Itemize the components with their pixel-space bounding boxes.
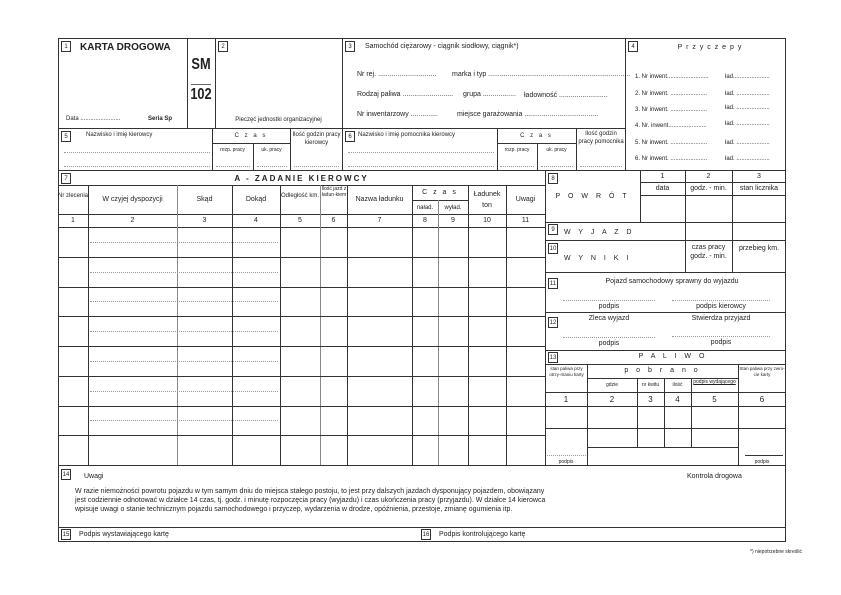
departure-label: W Y J A Z D [564,229,635,236]
row-dotted-line [90,420,278,421]
col-num-2: 2 [130,217,135,224]
fuel-col-num-6: 6 [759,395,765,404]
series-label: Seria Sp [148,116,173,122]
form-code-bottom: 102 [190,86,212,103]
col-header-cargo-name: Nazwa ładunku [355,196,404,203]
footnote: *) niepotrzebne skreślić [750,549,802,555]
divider [587,364,588,465]
fuel-start-signature-label: podpis [558,459,574,465]
section-number-1: 1 [61,41,71,52]
col-header-unloading: wyład. [444,205,462,211]
row-divider [58,316,545,317]
divider [738,364,739,465]
controller-signature-field[interactable]: Podpis kontrolującego kartę [439,531,526,538]
divider [640,182,786,183]
divider [545,350,786,351]
col-num-11: 11 [521,217,530,224]
trailer-1-load[interactable]: ład...................... [725,74,770,80]
vehicle-garage-field[interactable]: miejsce garażowania ...................................... [457,111,599,118]
divider [545,392,786,393]
task-title: A - ZADANIE KIEROWCY [234,174,369,183]
row-dotted-line [90,361,278,362]
col-header-loaded-trips: Ilość jazd z ładun-kiem [321,186,347,198]
col-num-9: 9 [451,217,455,224]
trailer-6-load[interactable]: ład. .................... [725,156,770,162]
divider [625,38,626,170]
divider [664,378,665,447]
return-col-date: data [655,185,670,192]
assistant-end-field[interactable] [541,166,573,167]
col-num-7: 7 [377,217,382,224]
row-divider [58,287,545,288]
date-field[interactable]: Data ........................ [66,116,121,122]
col-header-to: Dokąd [245,196,267,203]
divider [545,240,786,241]
notes-text-1: W razie niemożności powrotu pojazdu w tym samym dniu do miejsca stałego postoju, to jest przy dalszych jazdach dysponujący pojazdem, obowiązany [75,488,545,495]
section-number-3: 3 [345,41,355,52]
col-header-time: C z a s [422,189,458,196]
col-num-1: 1 [71,217,75,224]
fuel-title: P A L I W O [638,353,708,360]
driver-hours-field[interactable] [294,166,339,167]
section-number-10: 10 [548,243,558,254]
section-number-6: 6 [345,131,355,142]
vehicle-fuel-field[interactable]: Rodzaj paliwa .......................... [357,91,454,98]
trailer-3-load[interactable]: ład. .................... [725,105,770,111]
assistant-name-line-2[interactable] [348,166,494,167]
fuel-end-signature-label: podpis [754,459,770,465]
divider [187,38,188,128]
assistant-name-label: Nazwisko i imię pomocnika kierowcy [358,132,456,138]
divider [58,170,786,171]
vehicle-reg-field[interactable]: Nr rej. .............................. [357,71,437,78]
fuel-col-num-1: 1 [563,395,569,404]
road-control-label: Kontrola drogowa [687,473,742,480]
row-divider [58,346,545,347]
fuel-qty-label: ilość [672,382,683,388]
trailer-5-load[interactable]: ład. .................... [725,140,770,146]
vehicle-capacity-field[interactable]: ładowność ......................... [524,92,608,99]
return-col-num-2: 2 [706,173,711,180]
vehicle-inventory-field[interactable]: Nr inwentarzowy .............. [357,111,438,118]
fuel-col-num-3: 3 [648,395,653,404]
task-row[interactable] [58,435,545,465]
col-header-cargo-tons: Ładunek ton [473,191,501,209]
divider [58,214,545,215]
col-num-3: 3 [202,217,207,224]
col-header-notes: Uwagi [515,196,536,203]
trailer-3-inv[interactable]: 3. Nr inwent. ...................... [635,107,708,113]
driver-time-label: C z a s [234,133,268,139]
confirms-arrival-label: Stwierdza przyjazd [691,315,751,322]
section-number-5: 5 [61,131,71,142]
divider [691,378,692,447]
driver-hours-label: Ilość godzin pracy kierowcy [292,132,341,146]
section-number-15: 15 [61,529,71,540]
notes-title: Uwagi [84,473,104,480]
vehicle-ok-signature-field[interactable] [563,300,655,301]
fuel-col-num-5: 5 [712,395,717,404]
vehicle-make-field[interactable]: marka i typ ......................................................................... [452,71,631,78]
divider [587,447,738,448]
row-dotted-line [90,331,278,332]
results-label: W Y N I K I [564,255,632,262]
section-number-14: 14 [61,469,71,480]
row-divider [58,406,545,407]
section-number-16: 16 [421,529,431,540]
driver-signature-field[interactable] [672,300,770,301]
col-header-disposition: W czyjej dyspozycji [102,196,163,203]
stamp-label: Pieczęć jednostki organizacyjnej [235,117,322,123]
assistant-end-label: uk. pracy [546,147,567,153]
section-number-11: 11 [548,278,558,289]
driver-name-label: Nazwisko i imię kierowcy [86,132,153,138]
divider [545,364,786,365]
mileage-label: przebieg km. [738,245,780,252]
col-num-5: 5 [298,217,302,224]
section-number-13: 13 [548,352,558,363]
return-col-num-1: 1 [660,173,665,180]
driver-name-line-1[interactable] [64,152,210,153]
divider [342,38,343,170]
orders-signature-field[interactable] [563,337,655,338]
assistant-hours-field[interactable] [580,166,622,167]
divider [212,143,290,144]
form-code-top: SM [191,56,211,73]
divider [640,195,786,196]
confirms-signature-field[interactable] [672,336,770,337]
divider [58,128,625,129]
divider [215,38,216,128]
divider [412,200,468,201]
fuel-where-label: gdzie [606,382,618,388]
trailer-1-inv[interactable]: 1. Nr inwent......................... [635,74,709,80]
row-divider [58,257,545,258]
fuel-col-num-4: 4 [675,395,680,404]
trailer-2-inv[interactable]: 2. Nr inwent. ...................... [635,91,708,97]
notes-text-2: jest codziennie odnotować w działce 14 czas, tj. godz. i minutę rozpoczęcia pracy (wyjazdu) i czas ukończenia pracy (przyjazdu). W działce 14 kierowca [75,497,546,504]
divider [545,222,786,223]
work-time-label: czas pracy godz. - min. [690,244,727,260]
fuel-issuer-label: podpis wydającego [693,379,736,385]
driver-start-label: rozp. pracy [220,147,245,153]
section-number-7: 7 [61,173,71,184]
orders-departure-label: Zleca wyjazd [588,315,630,322]
driver-signature-label: podpis kierowcy [696,303,746,310]
return-col-time: godz. - min. [690,185,727,192]
fuel-start-signature-field[interactable] [547,455,586,456]
divider [545,170,546,465]
fuel-receipt-label: nr kwitu [641,382,660,388]
divider [545,312,786,313]
fuel-end-label: Stan paliwa przy zwro-cie karty [739,366,785,377]
trailer-2-load[interactable]: ład. .................... [725,91,770,97]
section-number-8: 8 [548,173,558,184]
driver-name-line-2[interactable] [64,166,210,167]
col-header-distance: Odległość km. [281,193,320,199]
fuel-col-num-2: 2 [609,395,615,404]
section-number-9: 9 [548,224,558,235]
col-num-6: 6 [331,217,336,224]
row-dotted-line [90,301,278,302]
orders-signature-label: podpis [598,340,620,347]
code-divider [191,84,211,85]
col-num-4: 4 [254,217,258,224]
section-number-12: 12 [548,317,558,328]
assistant-time-label: C z a s [520,133,553,139]
form-title: KARTA DROGOWA [80,42,171,53]
signature-label: podpis [598,303,620,310]
driver-end-field[interactable] [257,166,287,167]
assistant-name-line-1[interactable] [348,152,494,153]
trailer-4-load[interactable]: ład. .................... [725,121,770,127]
driver-start-field[interactable] [216,166,250,167]
trailer-4-inv[interactable]: 4. Nr. inwent....................... [635,123,707,129]
trailers-title: P r z y c z e p y [677,44,743,51]
trailer-6-inv[interactable]: 6. Nr inwent. ...................... [635,156,708,162]
vehicle-title: Samochód ciężarowy - ciągnik siodłowy, ciągnik*) [365,43,519,50]
row-divider [58,435,545,436]
issuer-signature-field[interactable]: Podpis wystawiającego kartę [79,531,169,538]
col-header-order-no: Nr zlecenia [58,193,89,199]
return-title: P O W R Ó T [555,193,630,200]
row-dotted-line [90,272,278,273]
assistant-hours-label: Ilość godzin pracy pomocnika [578,131,624,145]
section-number-4: 4 [628,41,638,52]
divider [637,378,638,447]
row-dotted-line [90,242,278,243]
divider [545,406,786,407]
return-col-odometer: stan licznika [739,185,779,192]
col-header-from: Skąd [196,196,213,203]
divider [545,272,786,273]
assistant-start-label: rozp. pracy [504,147,530,153]
divider [58,465,786,466]
fuel-end-signature-field[interactable] [745,455,783,456]
fuel-taken-label: p o b r a n o [624,367,701,374]
section-number-2: 2 [218,41,228,52]
fuel-start-label: stan paliwa przy otrzy-maniu karty [549,366,584,377]
col-header-loading: naład. [416,205,434,211]
row-dotted-line [90,391,278,392]
divider [58,185,545,186]
row-divider [58,376,545,377]
notes-text-3: wpisuje uwagi o stanie technicznym pojazdu samochodowego i przyczep, wydarzenia w drodze, opóźnienia, przestoje, zmianę ogumienia itp. [75,506,513,513]
divider [58,527,786,528]
assistant-start-field[interactable] [500,166,534,167]
col-num-8: 8 [423,217,427,224]
vehicle-group-field[interactable]: grupa ................. [463,91,516,98]
confirms-signature-label: podpis [710,339,732,346]
return-col-num-3: 3 [757,173,761,180]
vehicle-ok-label: Pojazd samochodowy sprawny do wyjazdu [605,278,739,285]
divider [545,428,786,429]
col-num-10: 10 [483,217,491,224]
driver-end-label: uk. pracy [261,147,282,153]
trailer-5-inv[interactable]: 5. Nr inwent. ...................... [635,140,708,146]
